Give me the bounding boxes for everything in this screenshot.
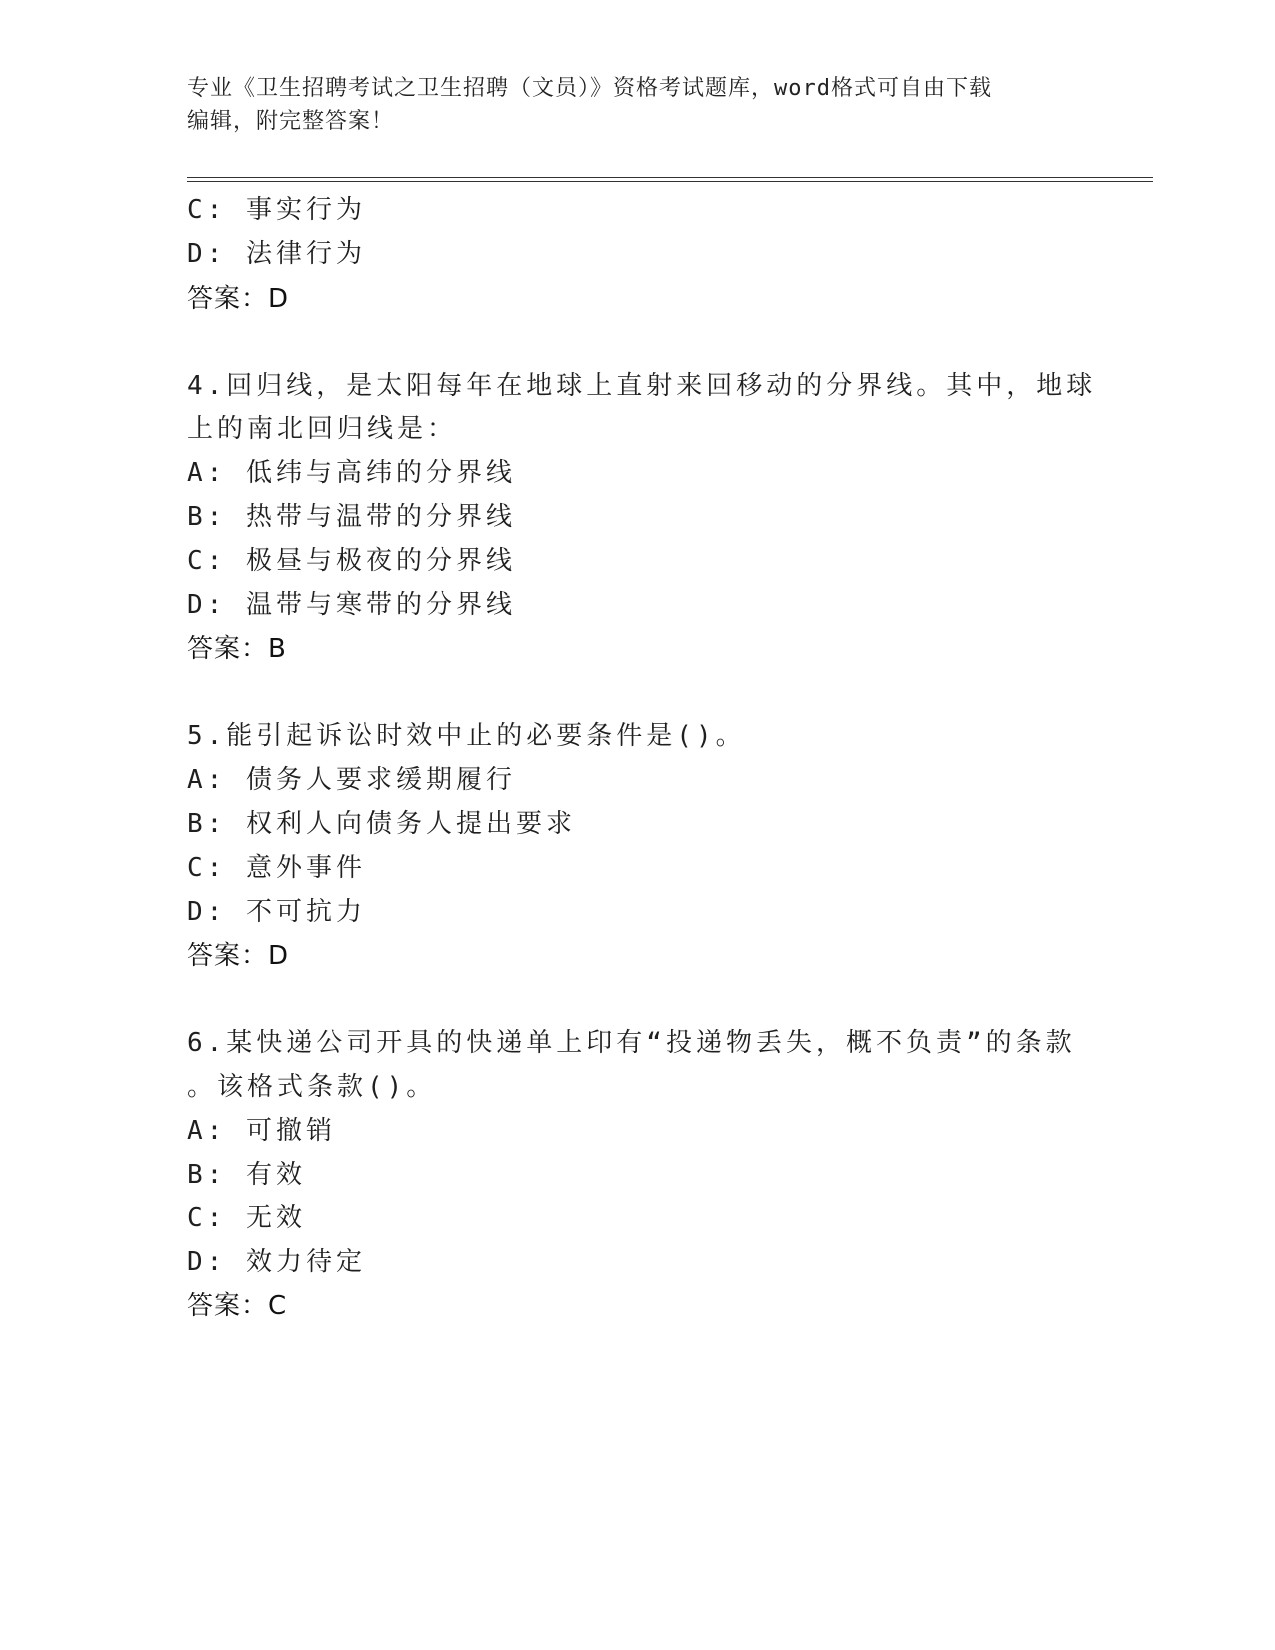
question-5-stem: 5.能引起诉讼时效中止的必要条件是()。 — [187, 721, 746, 751]
option-c: C: 意外事件 — [187, 853, 366, 883]
option-c: C: 无效 — [187, 1203, 306, 1233]
option-d: D: 法律行为 — [187, 239, 366, 269]
option-b: B: 权利人向债务人提出要求 — [187, 809, 576, 839]
option-d: D: 温带与寒带的分界线 — [187, 590, 516, 620]
option-d: D: 不可抗力 — [187, 897, 366, 927]
header-divider-top — [187, 177, 1153, 178]
header-divider-bottom — [187, 181, 1153, 182]
option-c: C: 极昼与极夜的分界线 — [187, 546, 516, 576]
option-a: A: 低纬与高纬的分界线 — [187, 458, 516, 488]
question-4-stem-cont: 上的南北回归线是： — [187, 414, 458, 444]
answer-line: 答案：B — [187, 634, 287, 664]
question-4-stem: 4.回归线，是太阳每年在地球上直射来回移动的分界线。其中，地球 — [187, 371, 1097, 401]
answer-line: 答案：D — [187, 284, 290, 314]
answer-line: 答案：C — [187, 1291, 288, 1321]
document-header — [187, 72, 1087, 138]
answer-line: 答案：D — [187, 941, 290, 971]
option-c: C: 事实行为 — [187, 195, 366, 225]
question-6-stem-cont: 。该格式条款()。 — [187, 1072, 437, 1102]
option-a: A: 可撤销 — [187, 1116, 336, 1146]
header-line-2: 编辑，附完整答案！ — [187, 109, 395, 134]
header-line-1: 专业《卫生招聘考试之卫生招聘（文员）》资格考试题库，word格式可自由下载 — [187, 76, 992, 101]
option-b: B: 热带与温带的分界线 — [187, 502, 516, 532]
question-6-stem: 6.某快递公司开具的快递单上印有“投递物丢失，概不负责”的条款 — [187, 1028, 1076, 1058]
option-a: A: 债务人要求缓期履行 — [187, 765, 516, 795]
option-b: B: 有效 — [187, 1160, 306, 1190]
option-d: D: 效力待定 — [187, 1247, 366, 1277]
